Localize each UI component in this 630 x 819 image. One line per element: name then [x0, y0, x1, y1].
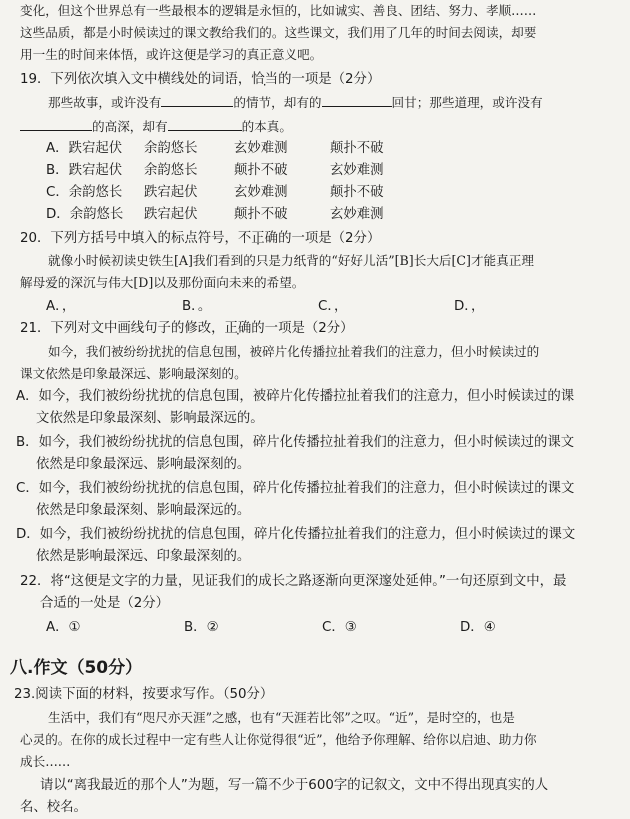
q20-option-a: A．， — [46, 299, 76, 314]
q23-material-2: 心灵的。在你的成长过程中一定有些人让你觉得很“近”，他给予你理解、给你以启迪、助力你 — [20, 732, 537, 747]
q21-option-b-line-2: 依然是印象最深远、影响最深刻的。 — [36, 457, 251, 472]
q21-stem: 21．下列对文中画线句子的修改，正确的一项是（2分） — [20, 321, 354, 336]
q20-passage-1: 就像小时候初读史铁生[A]我们看到的只是力纸背的“好好儿活”[B]长大后[C]才能真正理 — [48, 253, 534, 268]
q21-option-d-line-1: D．如今，我们被纷纷扰扰的信息包围，碎片化传播拉扯着我们的注意力，但小时候读过的课文 — [16, 527, 576, 542]
q20-option-b: B．。 — [182, 299, 212, 314]
q23-stem: 23.阅读下面的材料，按要求写作。（50分） — [14, 687, 274, 702]
q21-option-d-line-2: 依然是影响最深远、印象最深刻的。 — [36, 549, 251, 564]
q23-requirement-1: 请以“离我最近的那个人”为题，写一篇不少于600字的记叙文，文中不得出现真实的人 — [40, 778, 549, 793]
q23-material-3: 成长…… — [20, 754, 71, 769]
q20-options — [46, 296, 630, 318]
q21-passage-1: 如今，我们被纷纷扰扰的信息包围，被碎片化传播拉扯着我们的注意力，但小时候读过的 — [48, 344, 540, 359]
q19-blank-2 — [322, 94, 392, 107]
q21-passage-2: 课文依然是印象最深远、影响最深刻的。 — [20, 366, 247, 381]
q22-option-c: C．③ — [322, 620, 357, 635]
q23-material-1: 生活中，我们有“咫尺亦天涯”之感，也有“天涯若比邻”之叹。“近”，是时空的，也是 — [48, 710, 515, 725]
q22-options — [46, 617, 630, 639]
q21-option-a-line-2: 文依然是印象最深刻、影响最深远的。 — [36, 411, 264, 426]
q22-stem-1: 22．将“这便是文字的力量，见证我们的成长之路逐渐向更深邃处延伸。”一句还原到文中，最 — [20, 574, 567, 589]
q22-option-a: A．① — [46, 620, 81, 635]
q19-sentence-2: 的高深，却有 的本真。 — [20, 116, 630, 138]
q19-option-c: C．余韵悠长 跌宕起伏 玄妙难测 颠扑不破 — [46, 185, 384, 200]
q19-option-a: A．跌宕起伏 余韵悠长 玄妙难测 颠扑不破 — [46, 141, 384, 156]
q20-emphasis: 不正确 — [237, 231, 279, 246]
intro-line-2: 这些品质，都是小时候读过的课文教给我们的。这些课文，我们用了几年的时间去阅读，却要 — [20, 25, 537, 40]
q19-blank-4 — [168, 118, 242, 131]
q21-option-b-line-1: B．如今，我们被纷纷扰扰的信息包围，碎片化传播拉扯着我们的注意力，但小时候读过的课文 — [16, 435, 575, 450]
section-8-title: 八.作文（50分） — [10, 658, 143, 678]
q19-blank-3 — [20, 118, 92, 131]
q21-option-c-line-1: C．如今，我们被纷纷扰扰的信息包围，碎片化传播拉扯着我们的注意力，但小时候读过的课文 — [16, 481, 575, 496]
q19-emphasis: 恰当 — [251, 72, 279, 87]
q19-option-b: B．跌宕起伏 余韵悠长 颠扑不破 玄妙难测 — [46, 163, 384, 178]
q20-option-d: D．， — [454, 299, 485, 314]
q20-passage-2: 解母爱的深沉与伟大[D]以及那份面向未来的希望。 — [20, 275, 305, 290]
q23-requirement-2: 名、校名。 — [20, 800, 87, 815]
q21-option-a-line-1: A．如今，我们被纷纷扰扰的信息包围，被碎片化传播拉扯着我们的注意力，但小时候读过的课 — [16, 389, 575, 404]
q22-option-b: B．② — [184, 620, 219, 635]
q19-stem: 19．下列依次填入文中横线处的词语，恰当的一项是（2分） — [20, 72, 381, 87]
intro-line-1: 变化，但这个世界总有一些最根本的逻辑是永恒的，比如诚实、善良、团结、努力、孝顺…… — [20, 3, 537, 18]
q22-stem-2: 合适的一处是（2分） — [40, 596, 170, 611]
q19-option-d: D．余韵悠长 跌宕起伏 颠扑不破 玄妙难测 — [46, 207, 384, 222]
q21-emphasis: 正确 — [224, 321, 252, 336]
intro-line-3: 用一生的时间来体悟，或许这便是学习的真正意义吧。 — [20, 47, 323, 62]
q22-option-d: D．④ — [460, 620, 496, 635]
q20-stem: 20．下列方括号中填入的标点符号，不正确的一项是（2分） — [20, 231, 381, 246]
q19-blank-1 — [161, 94, 233, 107]
q19-sentence-1: 那些故事，或许没有 的情节，却有的 回甘；那些道理，或许没有 — [48, 95, 543, 110]
q20-option-c: C．， — [318, 299, 348, 314]
q21-option-c-line-2: 依然是印象最深刻、影响最深远的。 — [36, 503, 251, 518]
